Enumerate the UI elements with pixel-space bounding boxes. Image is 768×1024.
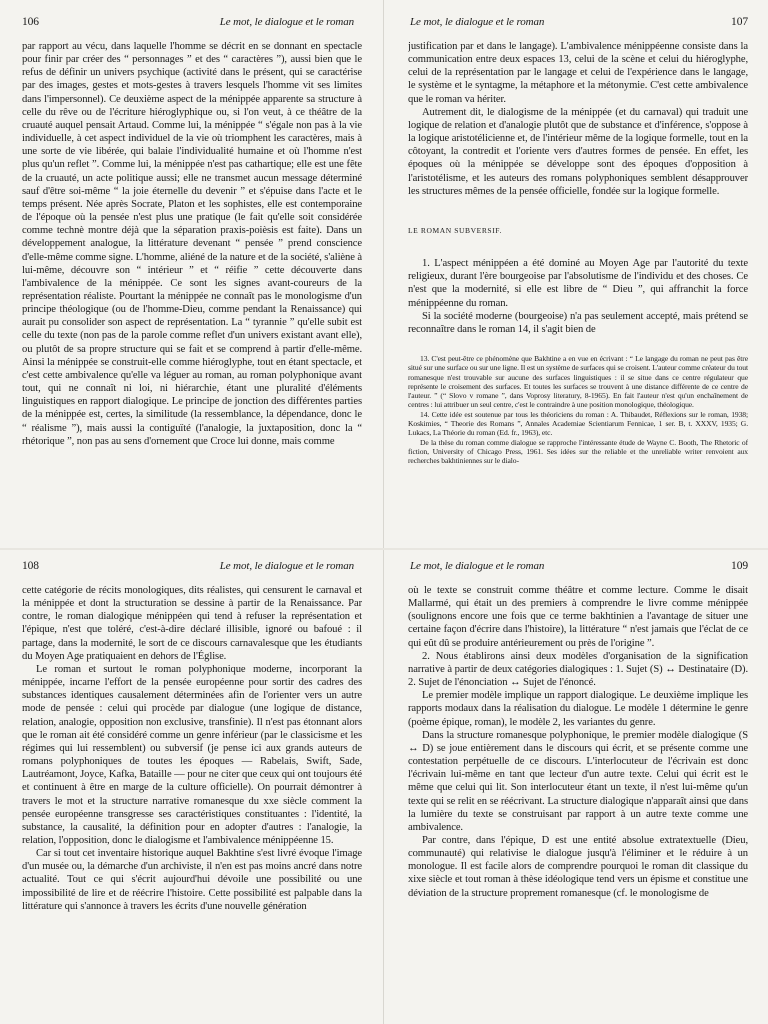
spread-divider — [0, 548, 768, 550]
page-108 — [22, 560, 362, 1020]
body-paragraph: Le roman et surtout le roman polyphonique moderne, incorporant la ménippée, incarne l'effort de la pensée européenne pour sortir des cadres des substances identiques causalement déterminées afin de l'orienter vers un autre mode de pensée : celui qui procède par dialogue (une logique de distance, relation, analogie, opposition non exclusive, transfinie). Il n'est pas étonnant alors que le roman ait été considéré comme un genre inférieur (par le classicisme et les régimes qui lui ressemblent) ou subversif (je pense ici aux grands auteurs de romans polyphoniques de toutes les époques — Rabelais, Swift, Sade, Lautréamont, Joyce, Kafka, Bataille — pour ne citer que ceux qui ont toujours été et continuent à être en marge de la culture officielle). On pourrait démontrer à travers le mot et la structure narrative romanesque du xxe siècle comment la pensée européenne transgresse ses caractéristiques constituantes : l'identité, la substance, la causalité, la définition pour en adopter d'autres : l'analogie, la relation, l'opposition, donc le dialogisme et l'ambivalence ménippéenne 15. — [22, 663, 362, 846]
running-header — [408, 560, 748, 578]
book-gutter — [383, 0, 384, 1024]
footnote: 14. Cette idée est soutenue par tous les théoriciens du roman : A. Thibaudet, Réflexions sur le roman, 1938; Koskimies, “ Theorie des Romans ”, Annales Academiae Scientiarum Fennicae, 1 ser. B, t. XXXV, 1935; G. Lukacs, La Théorie du roman (Ed. fr., 1963), etc. — [408, 409, 748, 438]
page-107 — [408, 16, 748, 546]
page-number: 106 — [22, 16, 39, 28]
running-title: Le mot, le dialogue et le roman — [219, 560, 354, 572]
running-title: Le mot, le dialogue et le roman — [410, 16, 545, 28]
body-paragraph: 1. L'aspect ménippéen a été dominé au Moyen Age par l'autorité du texte religieux, durant l'ère bourgeoise par l'absolutisme de l'individu et des choses. Ce n'est que la modernité, si elle est libre de “ Dieu ”, qui affranchit la force ménippéenne du roman. — [408, 258, 748, 309]
body-paragraph: Le premier modèle implique un rapport dialogique. Le deuxième implique les rapports modaux dans la réalisation du dialogue. Le modèle 1 détermine le genre (poème épique, roman), le modèle 2, les variantes du genre. — [408, 690, 748, 728]
page-106 — [22, 16, 362, 541]
footnote: De la thèse du roman comme dialogue se rapproche l'intéressante étude de Wayne C. Booth, The Rhetoric of fiction, University of Chicago Press, 1961. Ses idées sur the reliable et the unreliable writer renvoient aux recherches bakhtiniennes sur le dialo- — [408, 437, 748, 466]
body-paragraph: Car si tout cet inventaire historique auquel Bakhtine s'est livré évoque l'image d'un musée ou, la démarche d'un archiviste, il n'en est pas moins ancré dans notre actualité. Tout ce qui s'écrit aujourd'hui dévoile une possibilité ou une impossibilité de lire et de réécrire l'histoire. Cette possibilité est palpable dans la littérature qui s'annonce à travers les écrits d'une nouvelle génération — [22, 848, 362, 912]
page-number: 109 — [731, 560, 748, 572]
body-paragraph: Si la société moderne (bourgeoise) n'a pas seulement accepté, mais prétend se reconnaître dans le roman 14, il s'agit bien de — [408, 310, 748, 335]
running-title: Le mot, le dialogue et le roman — [410, 560, 545, 572]
body-paragraph: justification par et dans le langage). L'ambivalence ménippéenne consiste dans la communication entre deux espaces 13, celui de la scène et celui du hiéroglyphe, celui de la représentation par le langage et celui de l'expérience dans le langage, le système et le syntagme, la métaphore et la métonymie. C'est cette ambivalence que le roman va hériter. — [408, 41, 748, 105]
body-paragraph: Autrement dit, le dialogisme de la ménippée (et du carnaval) qui traduit une logique de relation et d'analogie plutôt que de substance et d'inférence, s'oppose à la logique aristotélicienne et, de l'intérieur même de la logique formelle, tout en la côtoyant, la contredit et l'oriente vers d'autres formes de pensée. En effet, les époques où la ménippée se développe sont des époques d'opposition à l'aristotélisme, et les auteurs des romans polyphoniques semblent désapprouver les structures mêmes de la pensée officielle, fondée sur la logique formelle. — [408, 106, 748, 197]
body-paragraph: où le texte se construit comme théâtre et comme lecture. Comme le disait Mallarmé, qui était un des premiers à comprendre le livre comme ménippée (soulignons encore une fois que ce terme bakhtinien a l'avantage de situer une certaine façon d'écrire dans l'histoire), la littérature “ n'est jamais que l'éclat de ce qui eût dû se produire antérieurement ou près de l'origine ”. — [408, 585, 748, 649]
body-paragraph: Dans la structure romanesque polyphonique, le premier modèle dialogique (S ↔ D) se joue entièrement dans le discours qui écrit, et se présente comme une contestation perpétuelle de ce discours. L'interlocuteur de l'écrivain est donc l'écrivain lui-même en tant que lecteur d'un autre texte. Celui qui écrit est le même que celui qui lit. Son interlocuteur étant un texte, il n'est lui-même qu'un texte qui se relit en se réécrivant. La structure dialogique n'apparaît ainsi que dans la lumière du texte se construisant par rapport à un autre texte comme une ambivalence. — [408, 729, 748, 833]
body-paragraph: cette catégorie de récits monologiques, dits réalistes, qui censurent le carnaval et la ménippée et dont la structuration se dessine à partir de la Renaissance. Par contre, le roman dialogique ménippéen qui tend à refuser la représentation et l'épique, n'est que toléré, c'est-à-dire déclaré illisible, ignoré ou bafoué : il partage, dans la modernité, le sort de ce discours carnavalesque que les étudiants du Moyen Age pratiquaient en dehors de l'Église. — [22, 585, 362, 662]
footnote: 13. C'est peut-être ce phénomène que Bakhtine a en vue en écrivant : “ Le langage du roman ne peut pas être situé sur une surface ou sur une ligne. Il est un système de surfaces qui se croisent. L'auteur comme créateur du tout romanesque n'est trouvable sur aucune des surfaces linguistiques : il se situe dans ce centre régulateur que représente le croisement des surfaces. Et toutes les surfaces se trouvent à une distance différente de ce centre de l'auteur. ” (“ Slovo v romane ”, dans Voprosy literatury, 8-1965). En fait l'auteur n'est qu'un enchaînement de centres : lui attribuer un seul centre, c'est le contraindre à une position monologique, théologique. — [408, 353, 748, 410]
page-number: 107 — [731, 16, 748, 28]
running-title: Le mot, le dialogue et le roman — [219, 16, 354, 28]
running-header — [408, 16, 748, 34]
page-109 — [408, 560, 748, 1020]
footnotes — [408, 354, 748, 466]
page-number: 108 — [22, 560, 39, 572]
running-header — [22, 16, 362, 34]
body-paragraph: 2. Nous établirons ainsi deux modèles d'organisation de la signification narrative à partir de deux catégories dialogiques : 1. Sujet (S) ↔ Destinataire (D). 2. Sujet de l'énonciation ↔ Sujet de l'énoncé. — [408, 650, 748, 689]
body-paragraph: par rapport au vécu, dans laquelle l'homme se décrit en se donnant en spectacle pour finir par créer des “ personnages ” et des “ caractères ”), aussi bien que le refus de définir un univers psychique (activité dans le présent, qui se caractérise par des images, gestes et mots-gestes à travers lesquels l'homme vit ses limites dans l'impersonnel). Ce deuxième aspect de la ménippée apparente sa structure à celle du rêve ou de l'écriture hiéroglyphique ou, si l'on veut, à ce théâtre de la cruauté auquel pensait Artaud. Comme lui, la ménippée “ s'égale non pas à la vie individuelle, à cet aspect individuel de la vie où triomphent les caractères, mais à une sorte de vie libérée, qui balaie l'individualité humaine et où l'homme n'est plus qu'un reflet ”. Comme lui, la ménippée n'est pas cathartique; elle est une fête de la cruauté, un acte politique aussi; elle ne transmet aucun message déterminé sauf d'être soi-même “ la joie éternelle du devenir ” et s'épuise dans l'acte et le temps présent. Née après Socrate, Platon et les sophistes, elle est contemporaine de l'époque où la pensée n'est plus une pratique (le fait qu'elle soit considérée comme technè montre déjà que la séparation praxis-poièsis est faite). Dans un développement analogue, la littérature devenant “ pensée ” prend conscience d'elle-même comme signe. L'homme, aliéné de la nature et de la société, s'aliène à lui-même, découvre son “ intérieur ” et “ réifie ” cette découverte dans l'ambivalence de la ménippée. Ce sont les signes avant-coureurs de la représentation réaliste. Pourtant la ménippée ne connaît pas le monologisme d'un principe théologique (ou de l'homme-Dieu, comme pendant la Renaissance) qui aurait pu consolider son aspect de représentation. La “ tyrannie ” qu'elle subit est celle du texte (non pas de la parole comme reflet d'un univers existant avant elle), ou plutôt de sa propre structure qui se fait et se comprend à partir d'elle-même. Ainsi la ménippée se construit-elle comme hiéroglyphe, tout en étant spectacle, et c'est cette ambivalence qu'elle va léguer au roman, au roman polyphonique avant tout, qui ne connaît ni loi, ni hiérarchie, étant une pluralité d'éléments linguistiques en rapport dialogique. Le principe de jonction des différentes parties de la ménippée est, certes, la similitude (la ressemblance, la dépendance, donc le “ réalisme ”), mais aussi la contiguïté (l'analogie, la juxtaposition, donc la “ rhétorique ”, non pas au sens d'ornement que Croce lui donne, mais comme — [22, 41, 362, 447]
body-paragraph: Par contre, dans l'épique, D est une entité absolue extratextuelle (Dieu, communauté) qui relativise le dialogue jusqu'à l'éliminer et le réduire à un monologue. Il est facile alors de comprendre pourquoi le roman dit classique du xixe siècle et tout roman à thèse idéologique tend vers un épisme et constitue une déviation de la structure proprement romanesque (cf. le monologisme de — [408, 834, 748, 899]
section-heading: LE ROMAN SUBVERSIF. — [408, 225, 502, 235]
running-header — [22, 560, 362, 578]
